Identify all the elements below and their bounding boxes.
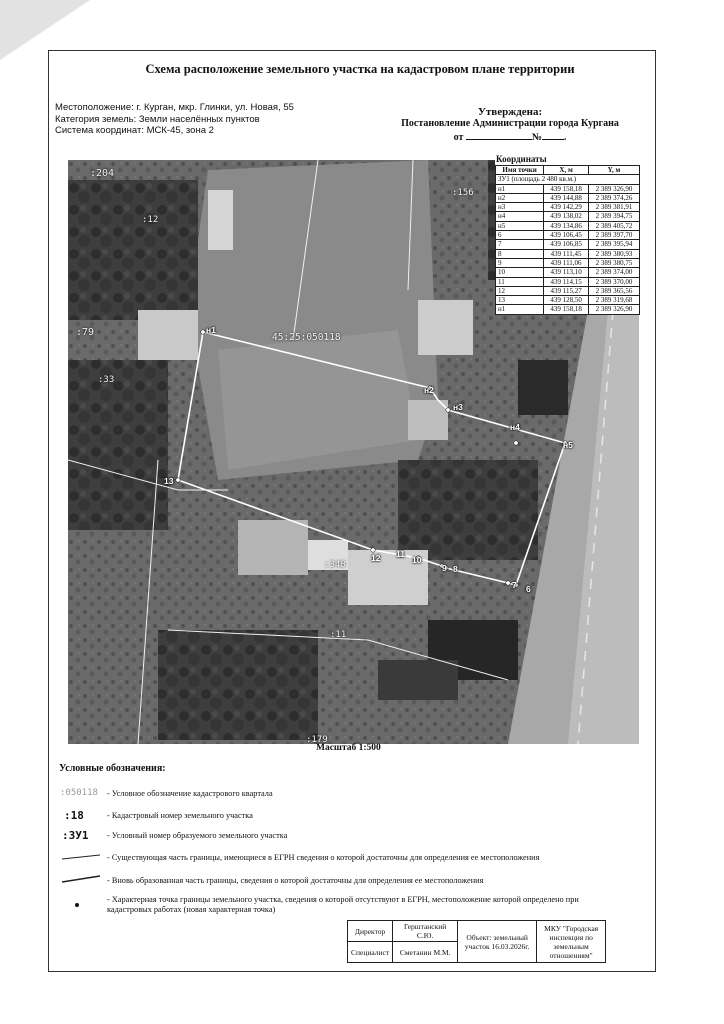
coordinates-row xyxy=(496,305,640,314)
x-coordinate-cell: 439 158,18 xyxy=(544,305,589,314)
y-coordinate-cell: 2 389 381,91 xyxy=(588,203,639,212)
stamp-object: Объект: земельный участок 16.03.2026г. xyxy=(458,921,537,963)
category-line: Категория земель: Земли населённых пунктов xyxy=(55,113,260,125)
number-blank xyxy=(542,130,564,140)
x-coordinate-cell: 439 111,06 xyxy=(544,258,589,267)
coordinates-row xyxy=(496,231,640,240)
point-label-9: 9 xyxy=(442,563,447,573)
scale-label: Масштаб 1:500 xyxy=(316,743,381,753)
stamp-name-specialist: Сметанин М.М. xyxy=(393,942,458,963)
approval-heading: Утверждена: xyxy=(477,106,543,118)
point-label-n5: н5 xyxy=(563,440,573,450)
point-label-n2: н2 xyxy=(424,385,434,395)
document-title: Схема расположение земельного участка на кадастровом плане территории xyxy=(145,62,575,76)
point-label-10: 10 xyxy=(412,555,422,565)
point-name-cell: н1 xyxy=(496,305,544,314)
parcel-label-204: :204 xyxy=(90,168,115,179)
parcel-label-348: :348 xyxy=(324,560,346,570)
x-coordinate-cell: 439 158,18 xyxy=(544,184,589,193)
date-blank xyxy=(466,130,532,140)
legend-zu-text: - Условный номер образуемого земельного участка xyxy=(107,831,288,840)
legend-quarter-text: - Условное обозначение кадастрового квартала xyxy=(107,789,273,798)
point-name-cell: 11 xyxy=(496,277,544,286)
point-name-cell: 6 xyxy=(496,231,544,240)
legend-existing-line-text: - Существующая часть границы, имеющиеся в ЕГРН сведения о которой достаточны для определения ее местоположения xyxy=(107,853,540,862)
stamp-name-director: Герштанский С.Ю. xyxy=(393,921,458,942)
coord-system-line: Система координат: МСК-45, зона 2 xyxy=(55,125,214,136)
x-coordinate-cell: 439 106,45 xyxy=(544,231,589,240)
parcel-label-79: :79 xyxy=(76,327,95,338)
legend-new-line-symbol xyxy=(60,874,110,884)
coordinates-row xyxy=(496,184,640,193)
point-label-n1: н1 xyxy=(206,325,216,335)
coordinates-row xyxy=(496,203,640,212)
point-name-cell: 10 xyxy=(496,268,544,277)
legend-parcel-text: - Кадастровый номер земельного участка xyxy=(107,811,253,820)
coordinates-row xyxy=(496,221,640,230)
parcel-label-12: :12 xyxy=(142,215,159,225)
x-coordinate-cell: 439 128,50 xyxy=(544,296,589,305)
point-name-cell: н1 xyxy=(496,184,544,193)
point-name-cell: н4 xyxy=(496,212,544,221)
parcel-label-179: :179 xyxy=(306,735,328,744)
x-coordinate-cell: 439 138,02 xyxy=(544,212,589,221)
parcel-label-11: :11 xyxy=(330,630,347,640)
point-label-n3: н3 xyxy=(453,402,463,412)
point-name-cell: 12 xyxy=(496,286,544,295)
meta-block xyxy=(55,102,294,137)
point-name-cell: 13 xyxy=(496,296,544,305)
location-line: Местоположение: г. Курган, мкр. Глинки, ул. Новая, 55 xyxy=(55,102,294,113)
legend-existing-line-symbol xyxy=(60,852,110,862)
legend-quarter-symbol: :050118 xyxy=(60,788,98,798)
approval-from: от xyxy=(453,132,464,143)
point-name-cell: н5 xyxy=(496,221,544,230)
title-block xyxy=(347,920,606,963)
point-name-cell: 7 xyxy=(496,240,544,249)
x-coordinate-cell: 439 134,86 xyxy=(544,221,589,230)
stamp-role-director: Директор xyxy=(348,921,393,942)
x-coordinate-cell: 439 111,45 xyxy=(544,249,589,258)
coordinates-caption: Координаты xyxy=(496,154,547,164)
point-label-6: 6 xyxy=(526,584,531,594)
coordinates-row xyxy=(496,268,640,277)
y-coordinate-cell: 2 389 370,00 xyxy=(588,277,639,286)
approval-authority: Постановление Администрации города Кургана xyxy=(401,118,619,129)
y-coordinate-cell: 2 389 395,94 xyxy=(588,240,639,249)
col-header-point: Имя точки xyxy=(496,166,544,175)
coordinates-row xyxy=(496,296,640,305)
point-label-11: 11 xyxy=(396,549,405,559)
y-coordinate-cell: 2 389 380,75 xyxy=(588,258,639,267)
y-coordinate-cell: 2 389 326,90 xyxy=(588,305,639,314)
col-header-y: Y, м xyxy=(588,166,639,175)
coordinates-row xyxy=(496,212,640,221)
approval-date-line: от № . xyxy=(453,132,567,143)
point-label-13: 13 xyxy=(164,476,174,486)
x-coordinate-cell: 439 144,88 xyxy=(544,193,589,202)
x-coordinate-cell: 439 106,85 xyxy=(544,240,589,249)
y-coordinate-cell: 2 389 374,26 xyxy=(588,193,639,202)
coordinates-row xyxy=(496,240,640,249)
point-name-cell: н3 xyxy=(496,203,544,212)
coordinates-table xyxy=(495,165,640,315)
coordinates-row xyxy=(496,277,640,286)
coordinates-panel xyxy=(495,152,640,315)
legend-parcel-symbol: :18 xyxy=(64,809,84,822)
y-coordinate-cell: 2 389 319,68 xyxy=(588,296,639,305)
coordinates-row xyxy=(496,286,640,295)
stamp-role-specialist: Специалист xyxy=(348,942,393,963)
y-coordinate-cell: 2 389 326,90 xyxy=(588,184,639,193)
x-coordinate-cell: 439 115,27 xyxy=(544,286,589,295)
y-coordinate-cell: 2 389 397,70 xyxy=(588,231,639,240)
point-name-cell: н2 xyxy=(496,193,544,202)
legend-point-text: - Характерная точка границы земельного участка, сведения о которой отсутствуют в ЕГРН, местоположение которой определено при кадастровых работах (новая характерная точка) xyxy=(107,895,579,914)
coordinates-row xyxy=(496,258,640,267)
x-coordinate-cell: 439 113,10 xyxy=(544,268,589,277)
parcel-label-156: :156 xyxy=(452,188,474,198)
legend-title: Условные обозначения: xyxy=(59,763,166,774)
y-coordinate-cell: 2 389 380,93 xyxy=(588,249,639,258)
point-label-7: 7 xyxy=(512,580,517,590)
parcel-label-33: :33 xyxy=(98,375,115,385)
y-coordinate-cell: 2 389 365,56 xyxy=(588,286,639,295)
point-label-12: 12 xyxy=(371,553,381,563)
point-label-8: 8 xyxy=(453,564,458,574)
coordinates-body xyxy=(496,184,640,314)
col-header-x: X, м xyxy=(544,166,589,175)
coordinates-row xyxy=(496,193,640,202)
cadastral-quarter-label: 45:25:050118 xyxy=(272,332,341,343)
coordinates-row xyxy=(496,249,640,258)
coordinates-subheader: ЗУ1 (площадь 2 480 кв.м.) xyxy=(496,175,640,184)
x-coordinate-cell: 439 114,15 xyxy=(544,277,589,286)
point-name-cell: 8 xyxy=(496,249,544,258)
legend-new-line-text: - Вновь образованная часть границы, сведения о которой достаточны для определения ее местоположения xyxy=(107,876,484,885)
legend-zu-symbol: :ЗУ1 xyxy=(62,829,89,842)
stamp-organization: МКУ "Городская инспекция по земельным отношениям" xyxy=(537,921,606,963)
point-name-cell: 9 xyxy=(496,258,544,267)
y-coordinate-cell: 2 389 405,72 xyxy=(588,221,639,230)
x-coordinate-cell: 439 142,29 xyxy=(544,203,589,212)
y-coordinate-cell: 2 389 374,00 xyxy=(588,268,639,277)
y-coordinate-cell: 2 389 394,75 xyxy=(588,212,639,221)
point-label-n4: н4 xyxy=(510,422,520,432)
approval-num: № xyxy=(531,132,542,143)
approval-block xyxy=(380,106,640,144)
